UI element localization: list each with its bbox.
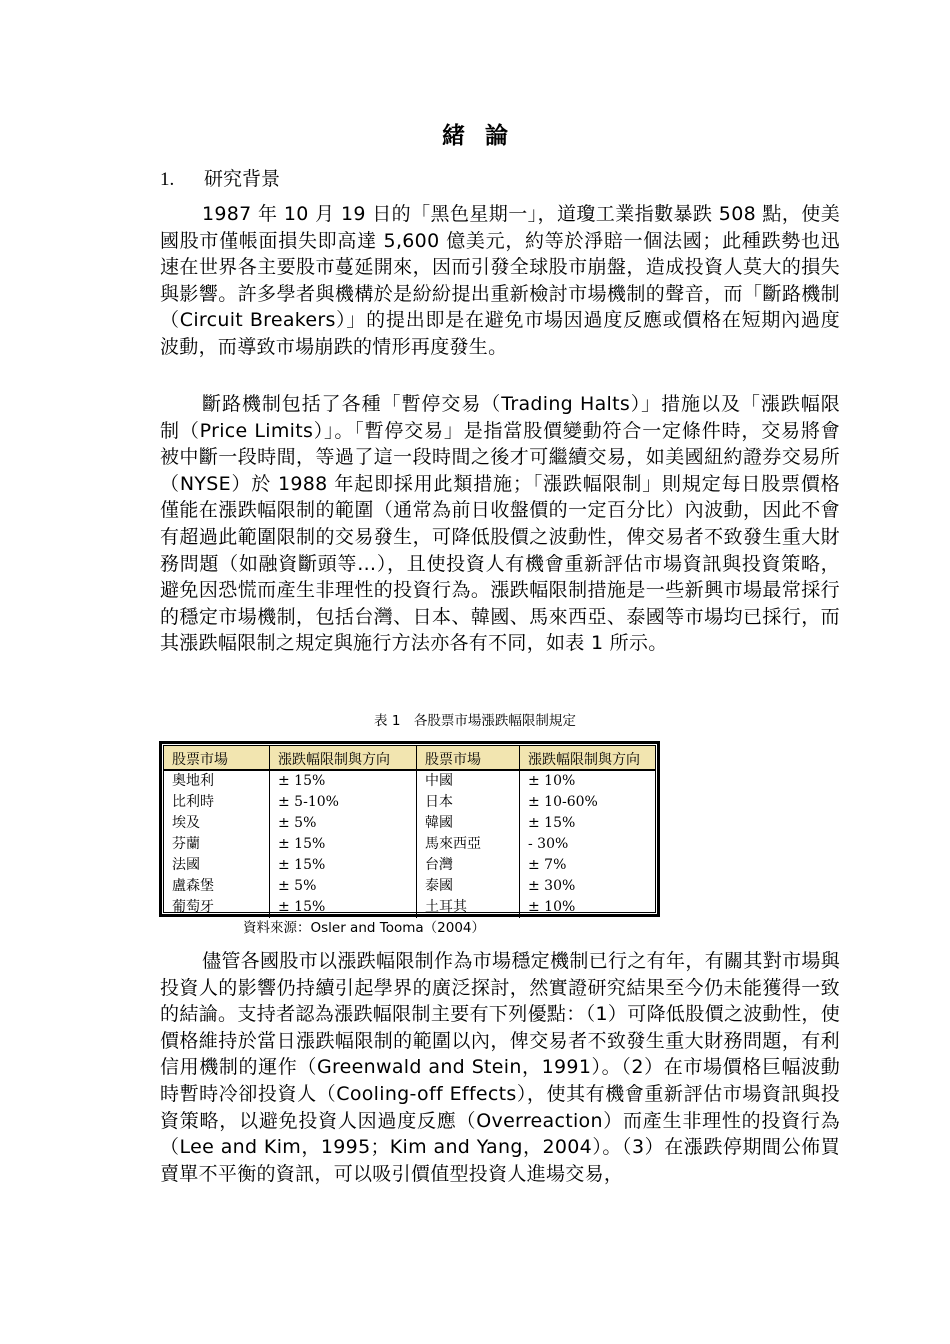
table-header-row [164, 746, 655, 770]
cell-limit-1: ± 5% [270, 876, 417, 897]
cell-market-2: 台灣 [417, 855, 520, 876]
cell-market-1: 比利時 [164, 792, 270, 813]
cell-market-1: 葡萄牙 [164, 897, 270, 918]
cell-market-1: 奧地利 [164, 770, 270, 792]
cell-limit-1: ± 5% [270, 813, 417, 834]
header-limit-2: 漲跌幅限制與方向 [520, 746, 656, 770]
cell-market-1: 法國 [164, 855, 270, 876]
cell-market-1: 芬蘭 [164, 834, 270, 855]
table-row [164, 855, 655, 876]
cell-limit-2: - 30% [528, 836, 569, 852]
paragraph-3: 儘管各國股市以漲跌幅限制作為市場穩定機制已行之有年，有關其對市場與投資人的影響仍持續引起學界的廣泛探討，然實證研究結果至今仍未能獲得一致的結論。支持者認為漲跌幅限制主要有下列優點：（1）可降低股價之波動性，使價格維持於當日漲跌幅限制的範圍以內，俾交易者不致發生重大財務問題，有利信用機制的運作（Greenwald and Stein，1991）。（2）在市場價格巨幅波動時暫時冷卻投資人（Cooling-off Effects），使其有機會重新評估市場資訊與投資策略，以避免投資人因過度反應（Overreaction）而產生非理性的投資行為（Lee and Kim，1995；Kim and Yang，2004）。（3）在漲跌停期間公佈買賣單不平衡的資訊，可以吸引價值型投資人進場交易， [160, 950, 840, 1185]
cell-limit-2: ± 15% [528, 815, 576, 831]
section-title: 研究背景 [204, 168, 281, 190]
cell-limit-2: ± 30% [528, 878, 576, 894]
table-row [164, 792, 655, 813]
cell-market-2: 泰國 [417, 876, 520, 897]
cell-limit-2: ± 10-60% [528, 794, 598, 810]
table-row [164, 770, 655, 792]
header-market-1: 股票市場 [164, 746, 270, 770]
cell-market-1: 埃及 [164, 813, 270, 834]
cell-limit-2: ± 10% [528, 773, 576, 789]
cell-market-2: 馬來西亞 [417, 834, 520, 855]
cell-limit-1: ± 5-10% [270, 792, 417, 813]
cell-limit-1: ± 15% [270, 834, 417, 855]
cell-market-2: 日本 [417, 792, 520, 813]
cell-limit-2: ± 7% [528, 857, 567, 873]
header-market-2: 股票市場 [417, 746, 520, 770]
section-heading [160, 166, 280, 193]
cell-market-2: 土耳其 [417, 897, 520, 918]
table-caption: 表 1 各股票市場漲跌幅限制規定 [374, 713, 576, 729]
table-body [164, 770, 655, 918]
cell-market-1: 盧森堡 [164, 876, 270, 897]
table-source: 資料來源：Osler and Tooma（2004） [243, 920, 485, 936]
cell-market-2: 中國 [417, 770, 520, 792]
table-row [164, 897, 655, 918]
header-limit-1: 漲跌幅限制與方向 [270, 746, 417, 770]
price-limit-table [159, 741, 660, 917]
cell-limit-1: ± 15% [270, 897, 417, 918]
cell-market-2: 韓國 [417, 813, 520, 834]
table-row [164, 813, 655, 834]
cell-limit-2: ± 10% [528, 899, 576, 915]
section-number: 1. [160, 169, 175, 190]
page-title: 緒論 [442, 123, 528, 149]
table-row [164, 834, 655, 855]
cell-limit-1: ± 15% [270, 770, 417, 792]
cell-limit-1: ± 15% [270, 855, 417, 876]
paragraph-1: 1987 年 10 月 19 日的「黑色星期一」，道瓊工業指數暴跌 508 點，使美國股市僅帳面損失即高達 5,600 億美元，約等於淨賠一個法國；此種跌勢也迅速在世界各主要股市蔓延開來，因而引發全球股市崩盤，造成投資人莫大的損失與影響。許多學者與機構於是紛紛提出重新檢討市場機制的聲音，而「斷路機制（Circuit Breakers）」的提出即是在避免市場因過度反應或價格在短期內過度波動，而導致市場崩跌的情形再度發生。 [160, 203, 840, 358]
paragraph-2: 斷路機制包括了各種「暫停交易（Trading Halts）」措施以及「漲跌幅限制（Price Limits）」。「暫停交易」是指當股價變動符合一定條件時，交易將會被中斷一段時間，等過了這一段時間之後才可繼續交易，如美國紐約證券交易所（NYSE）於 1988 年起即採用此類措施；「漲跌幅限制」則規定每日股票價格僅能在漲跌幅限制的範圍（通常為前日收盤價的一定百分比）內波動，因此不會有超過此範圍限制的交易發生，可降低股價之波動性，俾交易者不致發生重大財務問題（如融資斷頭等…），且使投資人有機會重新評估市場資訊與投資策略，避免因恐慌而產生非理性的投資行為。漲跌幅限制措施是一些新興市場最常採行的穩定市場機制，包括台灣、日本、韓國、馬來西亞、泰國等市場均已採行，而其漲跌幅限制之規定與施行方法亦各有不同，如表 1 所示。 [160, 393, 840, 655]
table-row [164, 876, 655, 897]
